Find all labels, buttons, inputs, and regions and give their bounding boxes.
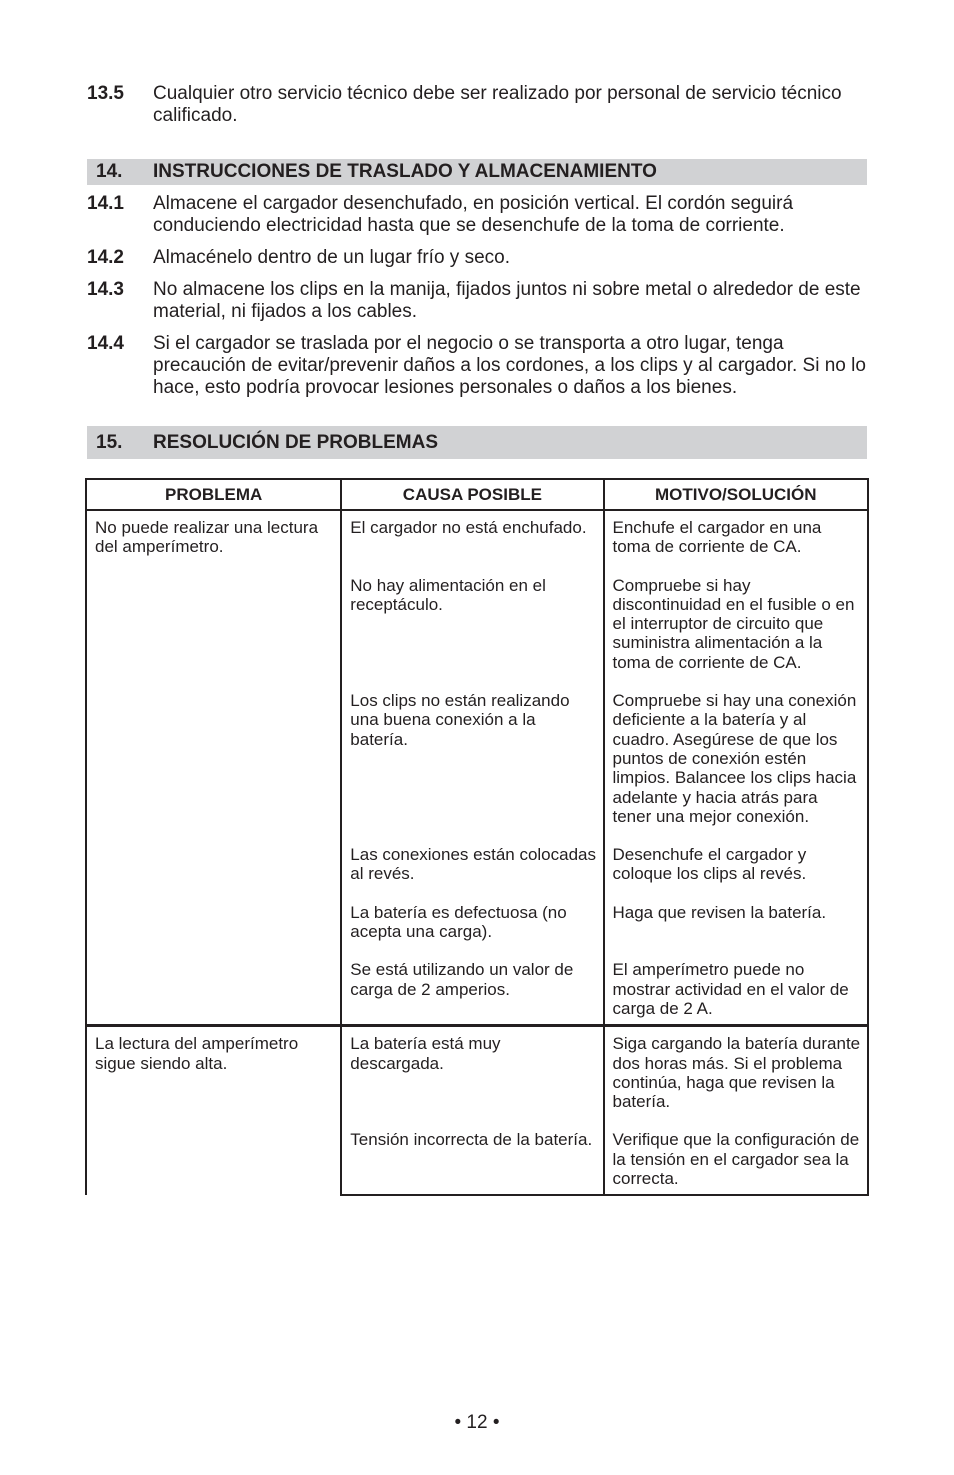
table-row bbox=[86, 1026, 868, 1112]
problem-cell: La lectura del amperímetro sigue siendo alta. bbox=[86, 1026, 341, 1196]
solution-cell: Verifique que la configuración de la tensión en el cargador sea la correcta. bbox=[604, 1111, 869, 1195]
header-solution: MOTIVO/SOLUCIÓN bbox=[604, 479, 869, 510]
solution-cell: Compruebe si hay una conexión deficiente a la batería y al cuadro. Asegúrese de que los puntos de conexión estén limpios. Balancee los clips hacia adelante y hacia atrás para tener una mejor conexión. bbox=[604, 672, 869, 826]
item-number: 13.5 bbox=[87, 83, 124, 104]
solution-cell: Haga que revisen la batería. bbox=[604, 884, 869, 942]
table-header-row bbox=[86, 479, 868, 510]
section-number: 15. bbox=[96, 432, 123, 453]
solution-cell: Siga cargando la batería durante dos horas más. Si el problema continúa, haga que revisen la batería. bbox=[604, 1026, 869, 1112]
section-15-header bbox=[87, 426, 867, 459]
cause-cell: La batería es defectuosa (no acepta una carga). bbox=[341, 884, 603, 942]
item-text: Cualquier otro servicio técnico debe ser realizado por personal de servicio técnico calificado. bbox=[153, 83, 842, 126]
section-title: INSTRUCCIONES DE TRASLADO Y ALMACENAMIENTO bbox=[153, 161, 657, 182]
item-13-5 bbox=[87, 83, 867, 127]
solution-cell: Enchufe el cargador en una toma de corriente de CA. bbox=[604, 510, 869, 557]
header-cause: CAUSA POSIBLE bbox=[341, 479, 603, 510]
item-number: 14.3 bbox=[87, 279, 124, 300]
item-14-4 bbox=[87, 333, 867, 399]
cause-cell: El cargador no está enchufado. bbox=[341, 510, 603, 557]
item-number: 14.2 bbox=[87, 247, 124, 268]
page-number: • 12 • bbox=[454, 1412, 500, 1433]
item-14-2 bbox=[87, 247, 867, 269]
item-text: Almacene el cargador desenchufado, en posición vertical. El cordón seguirá conduciendo electricidad hasta que se desenchufe de la toma de corriente. bbox=[153, 193, 794, 236]
cause-cell: Tensión incorrecta de la batería. bbox=[341, 1111, 603, 1195]
item-text: No almacene los clips en la manija, fijados juntos ni sobre metal o alrededor de este material, ni fijados a los cables. bbox=[153, 279, 861, 322]
item-14-3 bbox=[87, 279, 867, 323]
section-number: 14. bbox=[96, 161, 123, 182]
section-14-header bbox=[87, 159, 867, 185]
cause-cell: No hay alimentación en el receptáculo. bbox=[341, 557, 603, 672]
item-14-1 bbox=[87, 193, 867, 237]
cause-cell: La batería está muy descargada. bbox=[341, 1026, 603, 1112]
solution-cell: Desenchufe el cargador y coloque los clips al revés. bbox=[604, 826, 869, 884]
troubleshooting-table bbox=[85, 478, 869, 1196]
header-problem: PROBLEMA bbox=[86, 479, 341, 510]
item-text: Si el cargador se traslada por el negocio o se transporta a otro lugar, tenga precaución de evitar/prevenir daños a los cordones, a los clips y al cargador. Si no lo hace, esto podría provocar lesiones personales o daños a los bienes. bbox=[153, 333, 866, 398]
table-row bbox=[86, 510, 868, 557]
problem-cell: No puede realizar una lectura del amperímetro. bbox=[86, 510, 341, 1026]
solution-cell: El amperímetro puede no mostrar actividad en el valor de carga de 2 A. bbox=[604, 941, 869, 1025]
item-text: Almacénelo dentro de un lugar frío y seco. bbox=[153, 247, 510, 268]
cause-cell: Los clips no están realizando una buena conexión a la batería. bbox=[341, 672, 603, 826]
cause-cell: Se está utilizando un valor de carga de 2 amperios. bbox=[341, 941, 603, 1025]
item-number: 14.1 bbox=[87, 193, 124, 214]
solution-cell: Compruebe si hay discontinuidad en el fusible o en el interruptor de circuito que suministra alimentación a la toma de corriente de CA. bbox=[604, 557, 869, 672]
item-number: 14.4 bbox=[87, 333, 124, 354]
cause-cell: Las conexiones están colocadas al revés. bbox=[341, 826, 603, 884]
section-title: RESOLUCIÓN DE PROBLEMAS bbox=[153, 432, 439, 453]
